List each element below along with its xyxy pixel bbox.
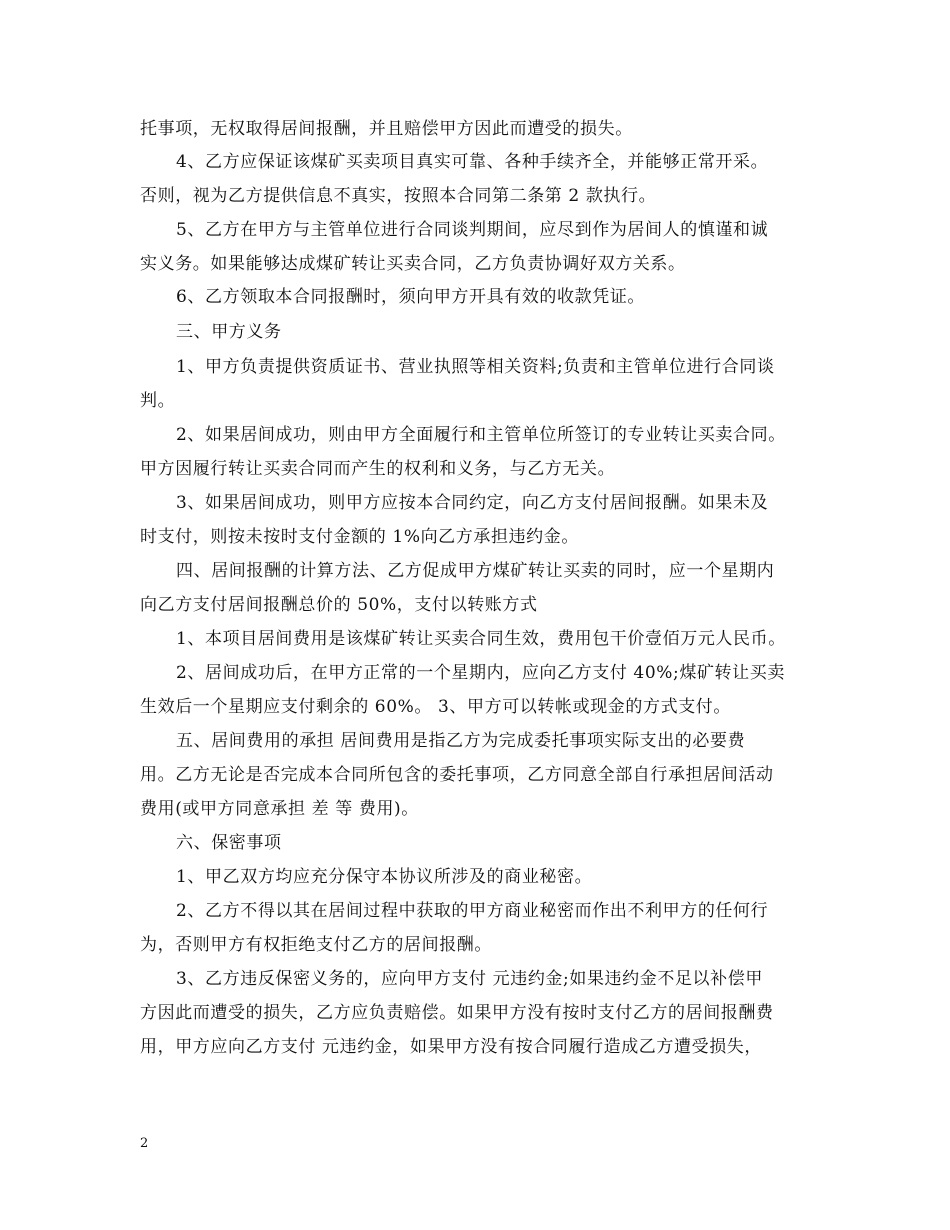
section-heading: 四、居间报酬的计算方法、乙方促成甲方煤矿转让买卖的同时，应一个星期内 xyxy=(176,561,775,581)
text-line: 3、如果居间成功，则甲方应按本合同约定，向乙方支付居间报酬。如果未及 xyxy=(176,493,769,513)
section-heading: 六、保密事项 xyxy=(176,833,282,853)
text-line: 生效后一个星期应支付剩余的 60%。 3、甲方可以转帐或现金的方式支付。 xyxy=(140,697,732,717)
text-line: 2、居间成功后，在甲方正常的一个星期内，应向乙方支付 40%;煤矿转让买卖 xyxy=(176,663,785,683)
text-line: 1、甲乙双方均应充分保守本协议所涉及的商业秘密。 xyxy=(176,867,593,887)
text-line: 1、甲方负责提供资质证书、营业执照等相关资料;负责和主管单位进行合同谈 xyxy=(176,357,775,377)
text-line: 2、乙方不得以其在居间过程中获取的甲方商业秘密而作出不利甲方的任何行 xyxy=(176,901,769,921)
text-line: 否则，视为乙方提供信息不真实，按照本合同第二条第 2 款执行。 xyxy=(140,186,657,206)
page-number: 2 xyxy=(140,1136,149,1151)
text-line: 时支付，则按未按时支付金额的 1%向乙方承担违约金。 xyxy=(140,527,579,547)
text-line: 甲方因履行转让买卖合同而产生的权利和义务，与乙方无关。 xyxy=(140,459,616,479)
section-heading: 三、甲方义务 xyxy=(176,322,282,342)
text-line: 向乙方支付居间报酬总价的 50%，支付以转账方式 xyxy=(140,595,538,615)
text-line: 用。乙方无论是否完成本合同所包含的委托事项，乙方同意全部自行承担居间活动 xyxy=(140,765,774,785)
text-line: 用，甲方应向乙方支付 元违约金，如果甲方没有按合同履行造成乙方遭受损失， xyxy=(140,1037,763,1057)
text-line: 3、乙方违反保密义务的，应向甲方支付 元违约金;如果违约金不足以补偿甲 xyxy=(176,969,763,989)
text-line: 4、乙方应保证该煤矿买卖项目真实可靠、各种手续齐全，并能够正常开采。 xyxy=(176,152,769,172)
text-line: 6、乙方领取本合同报酬时，须向甲方开具有效的收款凭证。 xyxy=(176,287,646,307)
text-line: 1、本项目居间费用是该煤矿转让买卖合同生效，费用包干价壹佰万元人民币。 xyxy=(176,629,786,649)
text-line: 方因此而遭受的损失，乙方应负责赔偿。如果甲方没有按时支付乙方的居间报酬费 xyxy=(140,1003,774,1023)
section-heading: 五、居间费用的承担 居间费用是指乙方为完成委托事项实际支出的必要费 xyxy=(176,731,746,751)
text-line: 为，否则甲方有权拒绝支付乙方的居间报酬。 xyxy=(140,935,492,955)
text-line: 2、如果居间成功，则由甲方全面履行和主管单位所签订的专业转让买卖合同。 xyxy=(176,425,786,445)
text-line: 费用(或甲方同意承担 差 等 费用)。 xyxy=(140,799,419,819)
text-line: 托事项，无权取得居间报酬，并且赔偿甲方因此而遭受的损失。 xyxy=(140,119,633,139)
text-line: 实义务。如果能够达成煤矿转让买卖合同，乙方负责协调好双方关系。 xyxy=(140,254,686,274)
text-line: 判。 xyxy=(140,391,176,411)
text-line: 5、乙方在甲方与主管单位进行合同谈判期间，应尽到作为居间人的慎谨和诚 xyxy=(176,220,769,240)
